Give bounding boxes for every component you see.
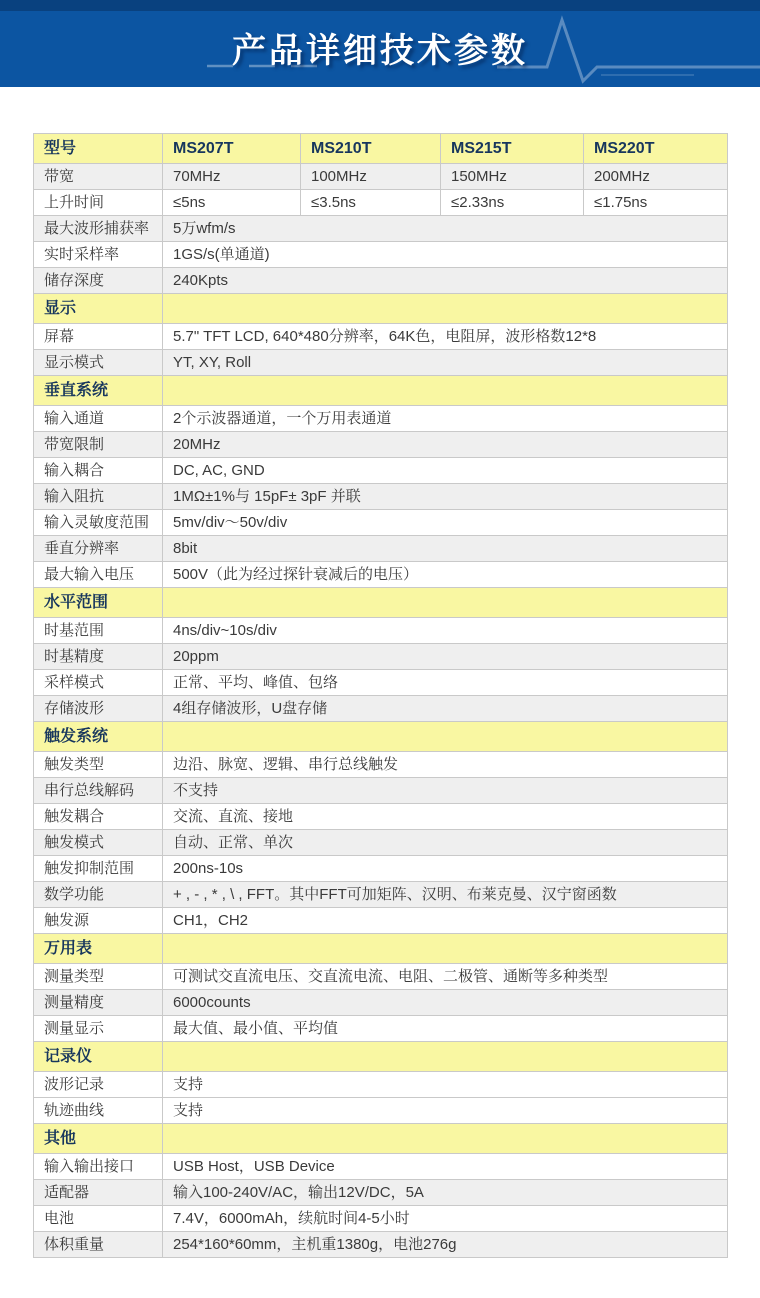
section-header-row xyxy=(34,934,728,964)
spec-value: 1GS/s(单通道) xyxy=(163,242,728,268)
spec-value: 4ns/div~10s/div xyxy=(163,618,728,644)
spec-value: 5.7" TFT LCD, 640*480分辨率，64K色，电阻屏，波形格数12*8 xyxy=(163,324,728,350)
section-spacer xyxy=(163,376,728,406)
spec-label: 输入灵敏度范围 xyxy=(34,510,163,536)
spec-label: 带宽 xyxy=(34,164,163,190)
spec-label: 测量精度 xyxy=(34,990,163,1016)
spec-row xyxy=(34,1232,728,1258)
spec-row xyxy=(34,458,728,484)
spec-label: 触发耦合 xyxy=(34,804,163,830)
spec-row xyxy=(34,484,728,510)
spec-row xyxy=(34,1206,728,1232)
spec-value: 240Kpts xyxy=(163,268,728,294)
spec-label: 串行总线解码 xyxy=(34,778,163,804)
spec-row xyxy=(34,804,728,830)
spec-value: 5万wfm/s xyxy=(163,216,728,242)
spec-row xyxy=(34,406,728,432)
spec-row xyxy=(34,216,728,242)
page-title: 产品详细技术参数 xyxy=(232,32,528,70)
section-spacer xyxy=(163,722,728,752)
section-header-row xyxy=(34,294,728,324)
spec-label: 输入耦合 xyxy=(34,458,163,484)
spec-value: 4组存储波形，U盘存储 xyxy=(163,696,728,722)
section-title: 触发系统 xyxy=(34,722,163,752)
spec-value: 2个示波器通道，一个万用表通道 xyxy=(163,406,728,432)
spec-label: 触发源 xyxy=(34,908,163,934)
spec-label: 储存深度 xyxy=(34,268,163,294)
spec-row xyxy=(34,778,728,804)
spec-value: 200ns-10s xyxy=(163,856,728,882)
spec-label: 时基范围 xyxy=(34,618,163,644)
spec-value: 6000counts xyxy=(163,990,728,1016)
spec-label: 带宽限制 xyxy=(34,432,163,458)
spec-row xyxy=(34,830,728,856)
section-title: 水平范围 xyxy=(34,588,163,618)
spec-table-body xyxy=(34,164,728,1258)
spec-label: 触发抑制范围 xyxy=(34,856,163,882)
spec-label: 数学功能 xyxy=(34,882,163,908)
model-name: MS220T xyxy=(584,134,728,164)
spec-value: ≤1.75ns xyxy=(584,190,728,216)
spec-label: 测量显示 xyxy=(34,1016,163,1042)
spec-value: 不支持 xyxy=(163,778,728,804)
spec-row xyxy=(34,324,728,350)
spec-row xyxy=(34,164,728,190)
spec-value: USB Host，USB Device xyxy=(163,1154,728,1180)
spec-row xyxy=(34,908,728,934)
section-header-row xyxy=(34,376,728,406)
spec-value: CH1，CH2 xyxy=(163,908,728,934)
spec-row xyxy=(34,670,728,696)
section-header-row xyxy=(34,1124,728,1154)
spec-value: 70MHz xyxy=(163,164,301,190)
spec-row xyxy=(34,856,728,882)
spec-label: 输入输出接口 xyxy=(34,1154,163,1180)
spec-value: YT, XY, Roll xyxy=(163,350,728,376)
spec-value: + , - , * , \ , FFT。其中FFT可加矩阵、汉明、布莱克曼、汉宁窗函数 xyxy=(163,882,728,908)
spec-row xyxy=(34,882,728,908)
spec-value: 1MΩ±1%与 15pF± 3pF 并联 xyxy=(163,484,728,510)
spec-label: 体积重量 xyxy=(34,1232,163,1258)
section-title: 显示 xyxy=(34,294,163,324)
section-title: 垂直系统 xyxy=(34,376,163,406)
model-name: MS215T xyxy=(441,134,584,164)
spec-table xyxy=(33,133,728,1258)
spec-label: 采样模式 xyxy=(34,670,163,696)
spec-row xyxy=(34,1180,728,1206)
spec-value: 150MHz xyxy=(441,164,584,190)
spec-label: 时基精度 xyxy=(34,644,163,670)
spec-row xyxy=(34,242,728,268)
spec-label: 电池 xyxy=(34,1206,163,1232)
spec-value: 5mv/div～50v/div xyxy=(163,510,728,536)
section-title: 记录仪 xyxy=(34,1042,163,1072)
spec-value: ≤3.5ns xyxy=(301,190,441,216)
spec-value: 输入100-240V/AC，输出12V/DC，5A xyxy=(163,1180,728,1206)
spec-row xyxy=(34,562,728,588)
spec-row xyxy=(34,1016,728,1042)
spec-row xyxy=(34,1154,728,1180)
spec-value: 自动、正常、单次 xyxy=(163,830,728,856)
spec-value: 可测试交直流电压、交直流电流、电阻、二极管、通断等多种类型 xyxy=(163,964,728,990)
spec-label: 测量类型 xyxy=(34,964,163,990)
section-title: 万用表 xyxy=(34,934,163,964)
section-title: 其他 xyxy=(34,1124,163,1154)
spec-value: 100MHz xyxy=(301,164,441,190)
section-header-row xyxy=(34,722,728,752)
spec-value: 200MHz xyxy=(584,164,728,190)
section-spacer xyxy=(163,1124,728,1154)
section-spacer xyxy=(163,1042,728,1072)
spec-value: ≤5ns xyxy=(163,190,301,216)
spec-row xyxy=(34,536,728,562)
spec-row xyxy=(34,618,728,644)
spec-label: 触发类型 xyxy=(34,752,163,778)
spec-label: 适配器 xyxy=(34,1180,163,1206)
section-spacer xyxy=(163,934,728,964)
spec-row xyxy=(34,990,728,1016)
model-name: MS210T xyxy=(301,134,441,164)
spec-value: 最大值、最小值、平均值 xyxy=(163,1016,728,1042)
section-header-row xyxy=(34,1042,728,1072)
spec-label: 轨迹曲线 xyxy=(34,1098,163,1124)
spec-value: 8bit xyxy=(163,536,728,562)
spec-row xyxy=(34,964,728,990)
section-header-row xyxy=(34,588,728,618)
spec-row xyxy=(34,432,728,458)
spec-label: 显示模式 xyxy=(34,350,163,376)
spec-value: DC, AC, GND xyxy=(163,458,728,484)
model-name: MS207T xyxy=(163,134,301,164)
spec-value: 边沿、脉宽、逻辑、串行总线触发 xyxy=(163,752,728,778)
model-header-label: 型号 xyxy=(34,134,163,164)
spec-label: 输入阻抗 xyxy=(34,484,163,510)
spec-value: 支持 xyxy=(163,1072,728,1098)
spec-value: ≤2.33ns xyxy=(441,190,584,216)
spec-label: 实时采样率 xyxy=(34,242,163,268)
spec-label: 输入通道 xyxy=(34,406,163,432)
spec-value: 254*160*60mm，主机重1380g，电池276g xyxy=(163,1232,728,1258)
spec-label: 最大输入电压 xyxy=(34,562,163,588)
spec-row xyxy=(34,696,728,722)
section-spacer xyxy=(163,588,728,618)
spec-row xyxy=(34,510,728,536)
section-spacer xyxy=(163,294,728,324)
spec-label: 波形记录 xyxy=(34,1072,163,1098)
spec-row xyxy=(34,644,728,670)
spec-value: 500V（此为经过探针衰减后的电压） xyxy=(163,562,728,588)
spec-value: 交流、直流、接地 xyxy=(163,804,728,830)
spec-row xyxy=(34,1072,728,1098)
spec-value: 20ppm xyxy=(163,644,728,670)
spec-value: 7.4V，6000mAh，续航时间4-5小时 xyxy=(163,1206,728,1232)
spec-row xyxy=(34,268,728,294)
page-banner xyxy=(0,0,760,87)
spec-value: 20MHz xyxy=(163,432,728,458)
spec-row xyxy=(34,190,728,216)
spec-row xyxy=(34,1098,728,1124)
spec-value: 正常、平均、峰值、包络 xyxy=(163,670,728,696)
spec-label: 屏幕 xyxy=(34,324,163,350)
spec-label: 存储波形 xyxy=(34,696,163,722)
spec-label: 上升时间 xyxy=(34,190,163,216)
spec-label: 垂直分辨率 xyxy=(34,536,163,562)
spec-label: 最大波形捕获率 xyxy=(34,216,163,242)
spec-row xyxy=(34,752,728,778)
spec-row xyxy=(34,350,728,376)
spec-label: 触发模式 xyxy=(34,830,163,856)
model-header-row xyxy=(34,134,728,164)
spec-value: 支持 xyxy=(163,1098,728,1124)
